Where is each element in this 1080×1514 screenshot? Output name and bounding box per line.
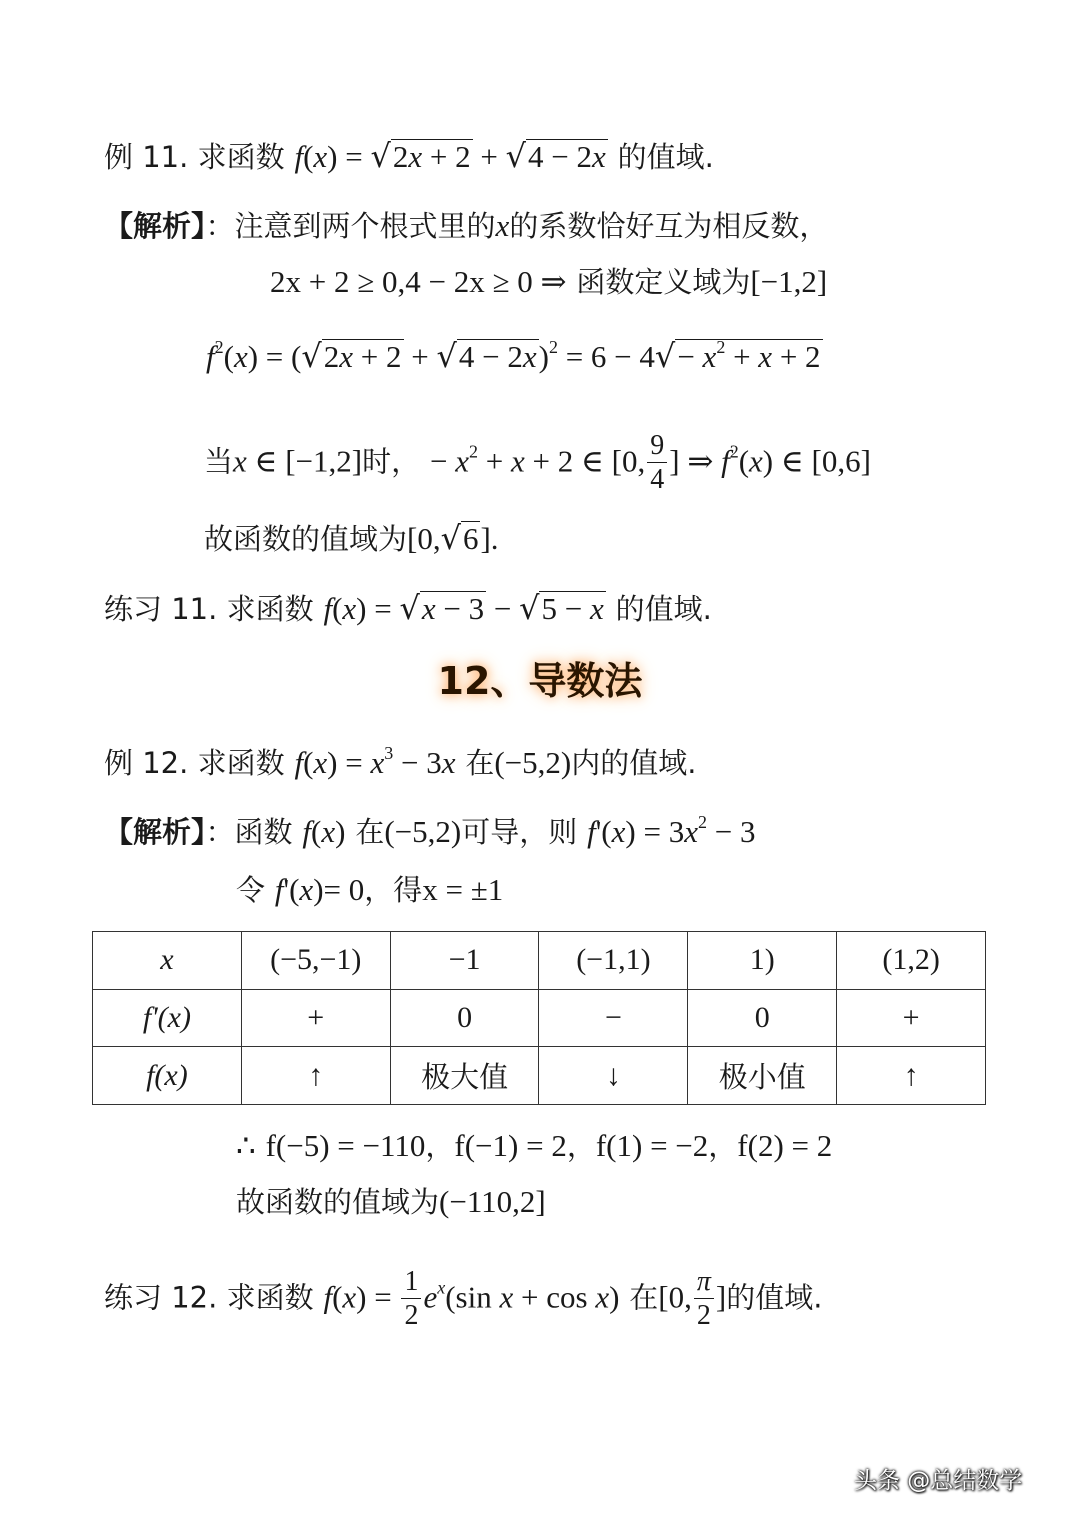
example-11: 例 11. 求函数 f(x) = √2x + 2 + √4 − 2x 的值域. (104, 137, 714, 175)
table-cell: x (93, 932, 242, 990)
table-cell: ↑ (241, 1047, 390, 1105)
solution-12-critical: 令 f'(x)= 0，得x = ±1 (236, 872, 504, 907)
practice-12: 练习 12. 求函数 f(x) = $\frac{1}{2}$ $e^x(\sin$ x + cos x) 在[0, $\frac{\pi}{2}$ ]的值域. (104, 1266, 823, 1331)
table-cell: 0 (390, 989, 539, 1047)
solution-11-conclusion: 故函数的值域为[0,√6]. (204, 519, 499, 557)
table-row-header (93, 932, 986, 990)
solution-11-range-step: 当x ∈ [−1,2]时， − $x^2 + x + 2$ ∈ [0, $\frac{9}{4}$ ] ⇒ $f^2(x)$ ∈ [0,6] (204, 430, 871, 495)
example-11-suffix: 的值域. (617, 140, 714, 174)
fraction-9-4: $\frac{9}{4}$ (647, 432, 667, 494)
solution-label: 【解析】 (104, 209, 206, 243)
domain-condition: 2x + 2 ≥ 0,4 − 2x ≥ 0 ⇒ (270, 264, 567, 299)
sqrt-term-2: √4 − 2x (505, 137, 606, 175)
solution-12-intro: 【解析】：函数 f(x) 在(−5,2)可导，则 $f'(x) = 3x^2 - 3$ (104, 812, 756, 849)
table-cell: −1 (390, 932, 539, 990)
sqrt-term-1: √2x + 2 (370, 137, 471, 175)
table-cell: (−5,−1) (241, 932, 390, 990)
table-cell: − (539, 989, 688, 1047)
table-cell: ↑ (837, 1047, 986, 1105)
table-cell: 极大值 (390, 1047, 539, 1105)
table-cell: + (241, 989, 390, 1047)
table-cell: 0 (688, 989, 837, 1047)
solution-11-intro: 【解析】：注意到两个根式里的x的系数恰好互为相反数， (104, 208, 829, 243)
table-cell: 1) (688, 932, 837, 990)
table-row-function (93, 1047, 986, 1105)
example-12: 例 12. 求函数 $f(x) = x^3 - 3x$ 在(−5,2)内的值域. (104, 743, 697, 780)
solution-12-conclusion: 故函数的值域为(−110,2] (236, 1184, 546, 1219)
table-cell: (1,2) (837, 932, 986, 990)
domain-value: [−1,2] (750, 264, 828, 299)
table-cell: f(x) (93, 1047, 242, 1105)
table-cell: 极小值 (688, 1047, 837, 1105)
monotonicity-table (92, 931, 986, 1105)
domain-text: 函数定义域为 (576, 265, 751, 299)
solution-11-intro-text: 注意到两个根式里的 (234, 209, 496, 243)
table-cell: + (837, 989, 986, 1047)
table-row-derivative (93, 989, 986, 1047)
solution-11-domain (270, 262, 827, 302)
example-11-task: 求函数 (197, 140, 285, 174)
example-11-prefix: 例 11. (104, 140, 198, 174)
table-cell: ↓ (539, 1047, 688, 1105)
practice-11: 练习 11. 求函数 f(x) = √x − 3 − √5 − x 的值域. (104, 589, 712, 627)
table-cell: f'(x) (93, 989, 242, 1047)
solution-12-values: ∴ f(−5) = −110，f(−1) = 2，f(1) = −2，f(2) = 2 (236, 1128, 833, 1163)
section-heading-12: 12、导数法 (437, 659, 643, 703)
table-cell: (−1,1) (539, 932, 688, 990)
solution-11-square: $f^2(x) = (√2x + 2 + √4 - 2x)^2 = 6 - 4√- x^2 + x + 2$ (206, 337, 821, 375)
watermark: 头条 @总结数学 (854, 1468, 1023, 1494)
